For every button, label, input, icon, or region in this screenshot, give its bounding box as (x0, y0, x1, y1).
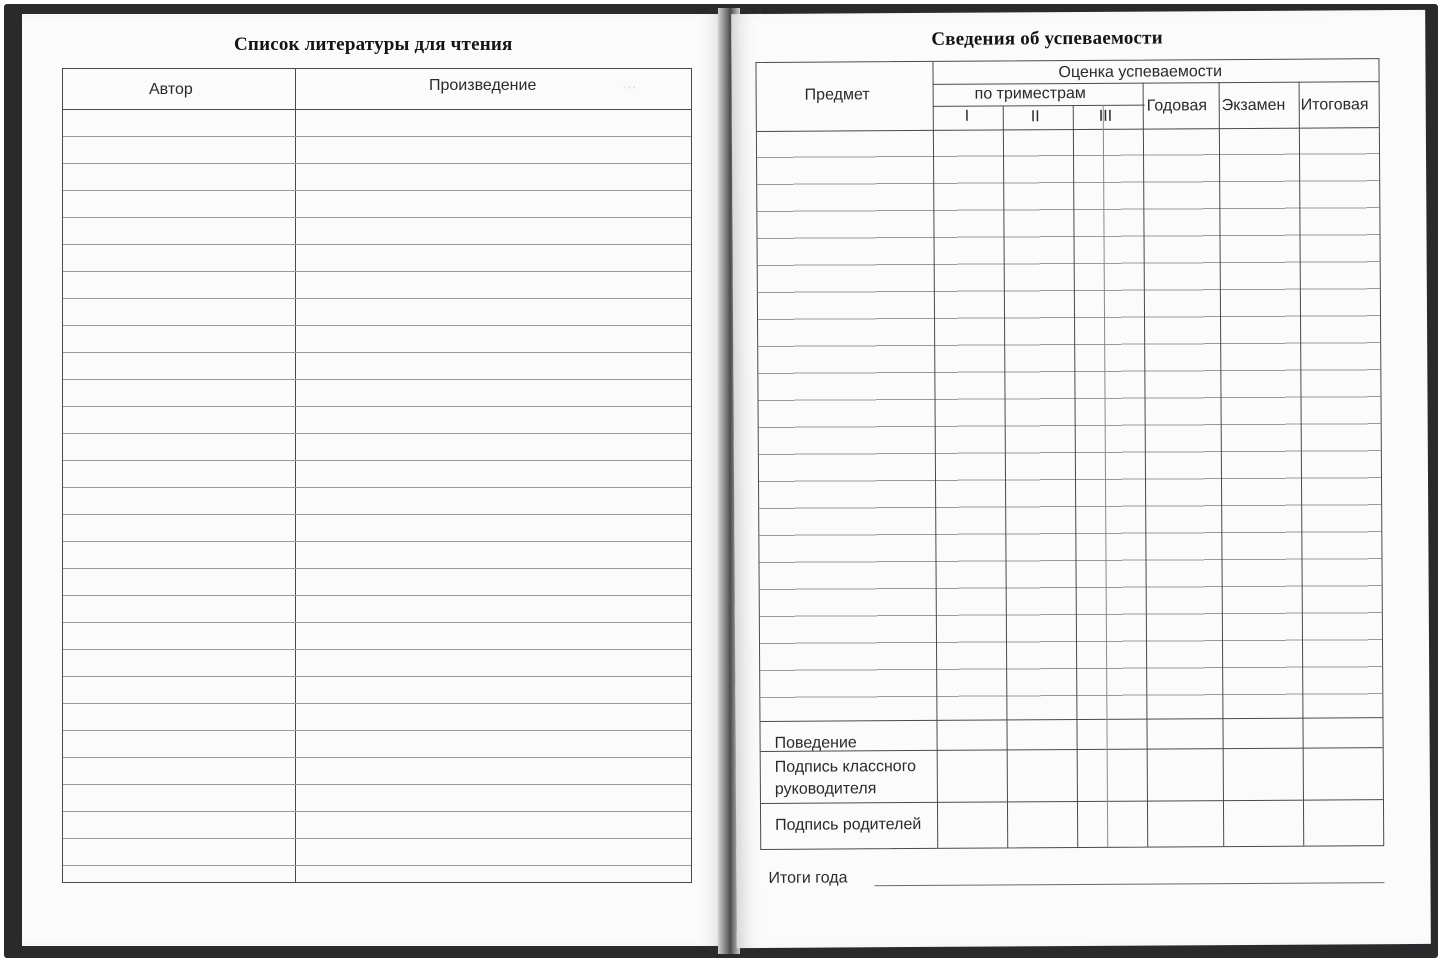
exam-column-header: Экзамен (1221, 96, 1286, 115)
yearly-column-header: Годовая (1146, 97, 1208, 115)
year-summary-label: Итоги года (768, 869, 848, 887)
show-through-text: ⋯ (622, 79, 637, 96)
footer-line (761, 799, 1383, 804)
right-page-title: Сведения об успеваемости (931, 27, 1163, 50)
reading-list-rows[interactable] (63, 110, 691, 882)
parent-signature-label: Подпись родителей (775, 815, 922, 834)
final-column-header: Итоговая (1300, 96, 1369, 114)
teacher-signature-label-line2: руководителя (774, 780, 877, 798)
trimester-1-header: I (964, 107, 970, 125)
right-page (731, 10, 1431, 948)
teacher-signature-label: Подпись классного (774, 758, 917, 776)
header-line (933, 105, 1145, 107)
left-page (22, 14, 724, 946)
trimester-3-header: III (1098, 107, 1113, 125)
behavior-row-label: Поведение (774, 734, 857, 752)
year-summary-input-line[interactable] (874, 882, 1384, 886)
grades-table (755, 58, 1384, 850)
work-column-header: Произведение (429, 77, 537, 94)
subject-column-header: Предмет (804, 86, 870, 104)
grade-group-header: Оценка успеваемости (1058, 63, 1223, 82)
reading-list-header-row (63, 69, 691, 110)
author-column-header: Автор (149, 81, 193, 98)
left-page-title: Список литературы для чтения (234, 34, 513, 55)
reading-list-table (62, 68, 692, 883)
trimesters-header: по триместрам (974, 84, 1086, 103)
header-line (933, 81, 1379, 85)
trimester-2-header: II (1030, 108, 1040, 126)
grades-rows[interactable] (757, 127, 1383, 719)
